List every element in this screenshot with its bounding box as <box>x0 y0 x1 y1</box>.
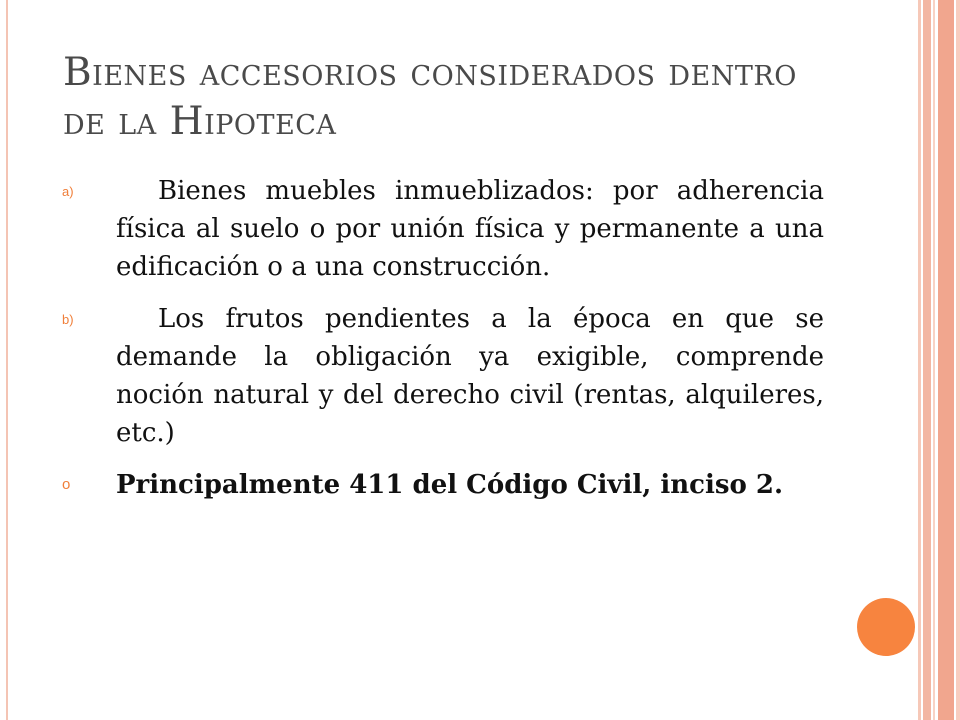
right-stripe-4 <box>938 0 954 720</box>
bullet-list <box>62 172 824 518</box>
list-item-text: Los frutos pendientes a la época en que se demande la obligación ya exigible, comprende noción natural y del derecho civil (rentas, alquileres, etc.) <box>116 304 824 448</box>
list-marker: o <box>62 476 71 493</box>
list-marker: a) <box>62 184 74 199</box>
list-item-b <box>62 300 824 452</box>
left-border-rule <box>6 0 8 720</box>
right-stripe-1 <box>918 0 921 720</box>
right-stripe-3 <box>933 0 935 720</box>
right-stripe-5 <box>956 0 960 720</box>
right-stripe-2 <box>923 0 931 720</box>
list-item-principal <box>62 466 824 504</box>
list-item-text: Bienes muebles inmueblizados: por adherencia física al suelo o por unión física y permanente a una edificación o a una construcción. <box>116 176 824 282</box>
list-marker: b) <box>62 312 74 327</box>
accent-circle <box>857 598 915 656</box>
list-item-a <box>62 172 824 286</box>
list-item-text: Principalmente 411 del Código Civil, inciso 2. <box>116 470 784 500</box>
slide-title: Bienes accesorios considerados dentro de la Hipoteca <box>63 50 797 144</box>
